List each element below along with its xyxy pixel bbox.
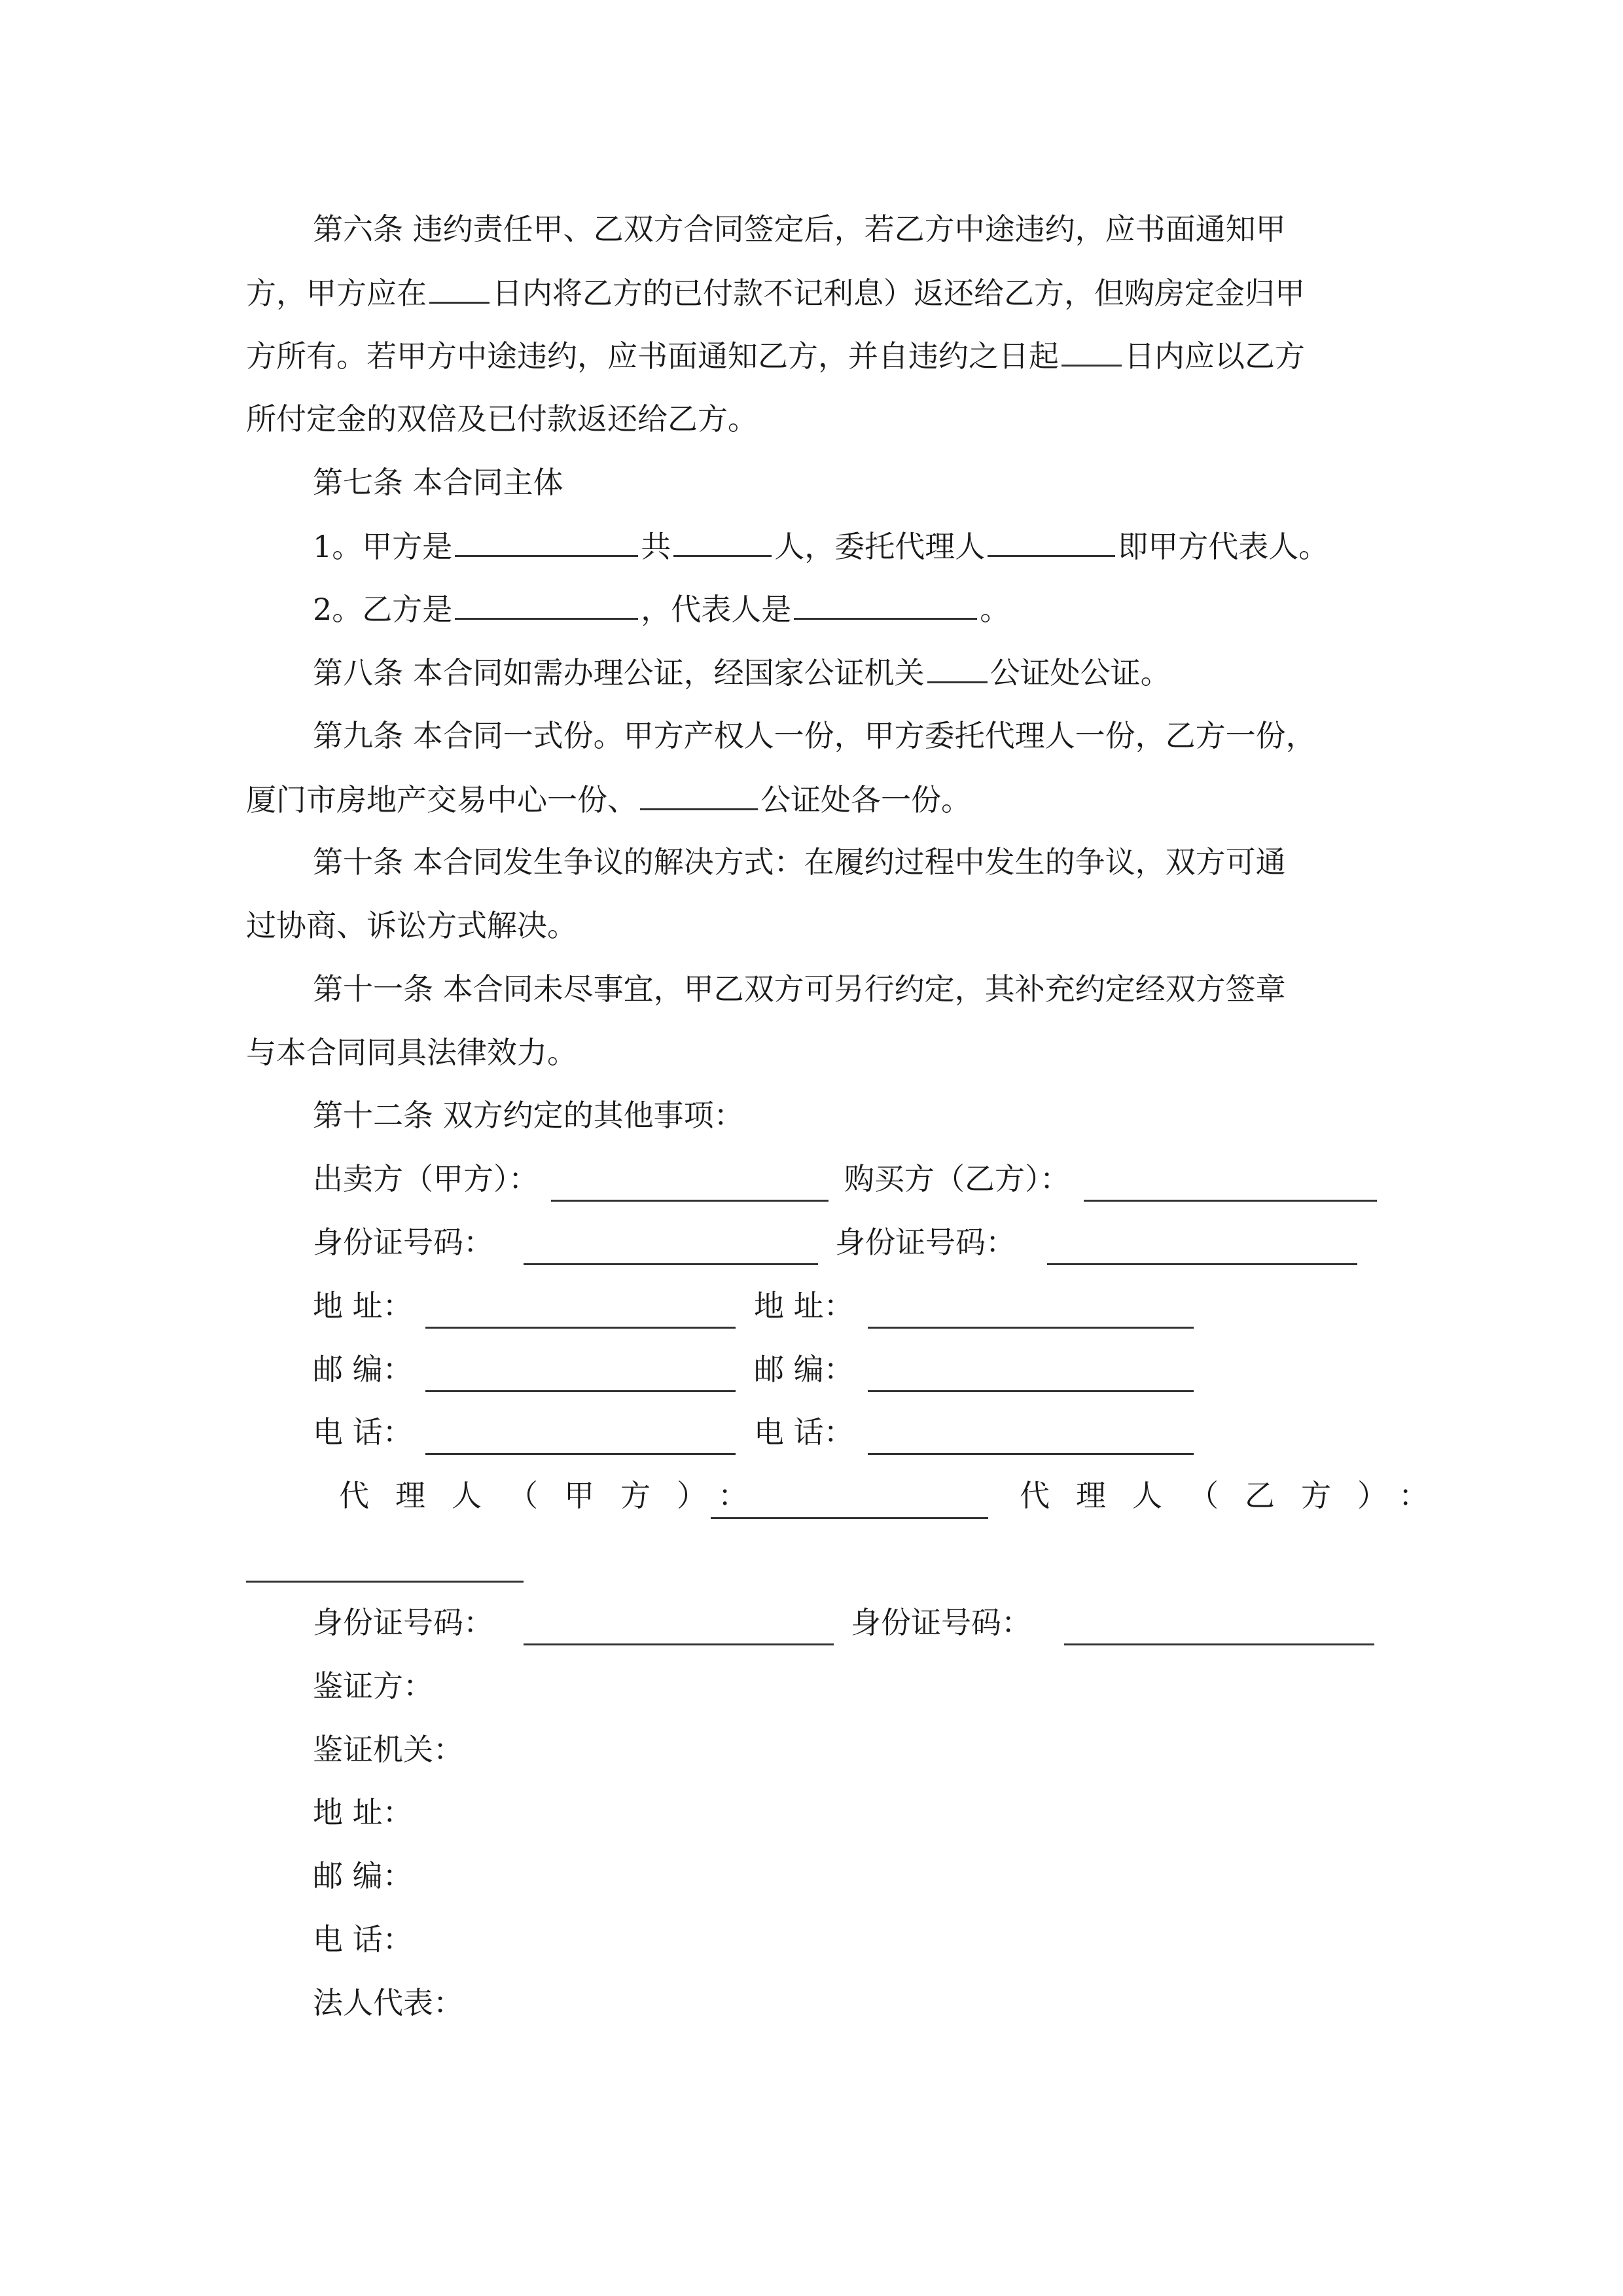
party-a-blank[interactable] bbox=[455, 525, 638, 557]
article6-line1: 第六条 违约责任甲、乙双方合同签定后，若乙方中途违约，应书面通知甲 bbox=[313, 211, 1286, 247]
notary-party-label: 鉴证方： bbox=[313, 1668, 433, 1704]
agent-b-id-label: 身份证号码： bbox=[851, 1605, 1031, 1640]
notary-phone-label: 电 话： bbox=[313, 1922, 413, 1957]
article7-title: 第七条 本合同主体 bbox=[313, 465, 563, 500]
buyer-address-field[interactable] bbox=[868, 1327, 1194, 1329]
seller-id-field[interactable] bbox=[524, 1263, 818, 1265]
buyer-label: 购买方（乙方）： bbox=[844, 1161, 1070, 1196]
notary-legal-rep-label: 法人代表： bbox=[313, 1985, 463, 2020]
article6-line3-start: 方所有。若甲方中途违约，应书面通知乙方，并自违约之日起 bbox=[246, 338, 1059, 374]
party-b-rep-blank[interactable] bbox=[794, 588, 977, 620]
notary-postcode-label: 邮 编： bbox=[313, 1858, 413, 1893]
buyer-id-label: 身份证号码： bbox=[835, 1225, 1016, 1260]
agent-a-id-label: 身份证号码： bbox=[313, 1605, 493, 1640]
agent-b-field[interactable] bbox=[246, 1581, 524, 1583]
seller-postcode-label: 邮 编： bbox=[313, 1352, 413, 1387]
article11-line2: 与本合同同具法律效力。 bbox=[246, 1035, 577, 1070]
article7-item2 bbox=[313, 588, 1010, 630]
party-b-label: 2。乙方是 bbox=[313, 592, 453, 627]
article6-line2-start: 方，甲方应在 bbox=[246, 276, 427, 311]
article9-line2-start: 厦门市房地产交易中心一份、 bbox=[246, 782, 637, 817]
notary-address-label: 地 址： bbox=[313, 1795, 413, 1830]
agent-a-field[interactable] bbox=[711, 1517, 988, 1519]
notary-copy-blank[interactable] bbox=[640, 778, 758, 810]
buyer-address-label: 地 址： bbox=[754, 1288, 854, 1323]
buyer-postcode-field[interactable] bbox=[868, 1390, 1194, 1392]
article6-line2 bbox=[246, 272, 1305, 314]
seller-address-field[interactable] bbox=[425, 1327, 736, 1329]
article12-title: 第十二条 双方约定的其他事项： bbox=[313, 1098, 744, 1133]
seller-phone-field[interactable] bbox=[425, 1453, 736, 1455]
article6-line3-end: 日内应以乙方 bbox=[1124, 338, 1305, 374]
article8-line bbox=[313, 651, 1171, 694]
days-penalty-blank[interactable] bbox=[1061, 334, 1122, 367]
party-a-rep-text: 即甲方代表人。 bbox=[1118, 529, 1329, 564]
article9-line2-end: 公证处各一份。 bbox=[760, 782, 971, 817]
article9-line1: 第九条 本合同一式份。甲方产权人一份，甲方委托代理人一份，乙方一份， bbox=[313, 718, 1316, 753]
seller-postcode-field[interactable] bbox=[425, 1390, 736, 1392]
agent-a-label: 代理人（甲方）： bbox=[339, 1478, 774, 1513]
notary-org-label: 鉴证机关： bbox=[313, 1732, 463, 1767]
seller-field[interactable] bbox=[551, 1200, 829, 1202]
agent-a-id-field[interactable] bbox=[524, 1643, 834, 1645]
article10-line2: 过协商、诉讼方式解决。 bbox=[246, 908, 577, 943]
seller-label: 出卖方（甲方）： bbox=[313, 1161, 539, 1196]
article6-line3 bbox=[246, 334, 1305, 377]
article8-start: 第八条 本合同如需办理公证，经国家公证机关 bbox=[313, 655, 925, 691]
agent-b-label: 代理人（乙方）： bbox=[1020, 1478, 1455, 1513]
party-a-count-blank[interactable] bbox=[673, 525, 772, 557]
party-b-end: 。 bbox=[980, 592, 1010, 627]
article8-end: 公证处公证。 bbox=[990, 655, 1171, 691]
agent-b-id-field[interactable] bbox=[1064, 1643, 1374, 1645]
buyer-id-field[interactable] bbox=[1047, 1263, 1357, 1265]
seller-id-label: 身份证号码： bbox=[313, 1225, 493, 1260]
party-b-rep-label: ，代表人是 bbox=[641, 592, 792, 627]
buyer-phone-label: 电 话： bbox=[754, 1414, 854, 1450]
article10-line1: 第十条 本合同发生争议的解决方式：在履约过程中发生的争议，双方可通 bbox=[313, 844, 1286, 880]
article11-line1: 第十一条 本合同未尽事宜，甲乙双方可另行约定，其补充约定经双方签章 bbox=[313, 971, 1286, 1007]
article7-item1 bbox=[313, 525, 1329, 567]
days-refund-blank[interactable] bbox=[429, 272, 490, 304]
party-a-label: 1。甲方是 bbox=[313, 529, 453, 564]
buyer-phone-field[interactable] bbox=[868, 1453, 1194, 1455]
seller-address-label: 地 址： bbox=[313, 1288, 413, 1323]
article9-line2 bbox=[246, 778, 971, 821]
party-a-count-label: 共 bbox=[641, 529, 671, 564]
party-a-agent-label: 人，委托代理人 bbox=[774, 529, 986, 564]
seller-phone-label: 电 话： bbox=[313, 1414, 413, 1450]
buyer-field[interactable] bbox=[1084, 1200, 1377, 1202]
article6-line4: 所付定金的双倍及已付款返还给乙方。 bbox=[246, 401, 758, 437]
buyer-postcode-label: 邮 编： bbox=[754, 1352, 854, 1387]
party-a-agent-blank[interactable] bbox=[988, 525, 1115, 557]
notary-office-blank[interactable] bbox=[927, 651, 988, 683]
article6-line2-end: 日内将乙方的已付款不记利息）返还给乙方，但购房定金归甲 bbox=[492, 276, 1305, 311]
party-b-blank[interactable] bbox=[455, 588, 638, 620]
